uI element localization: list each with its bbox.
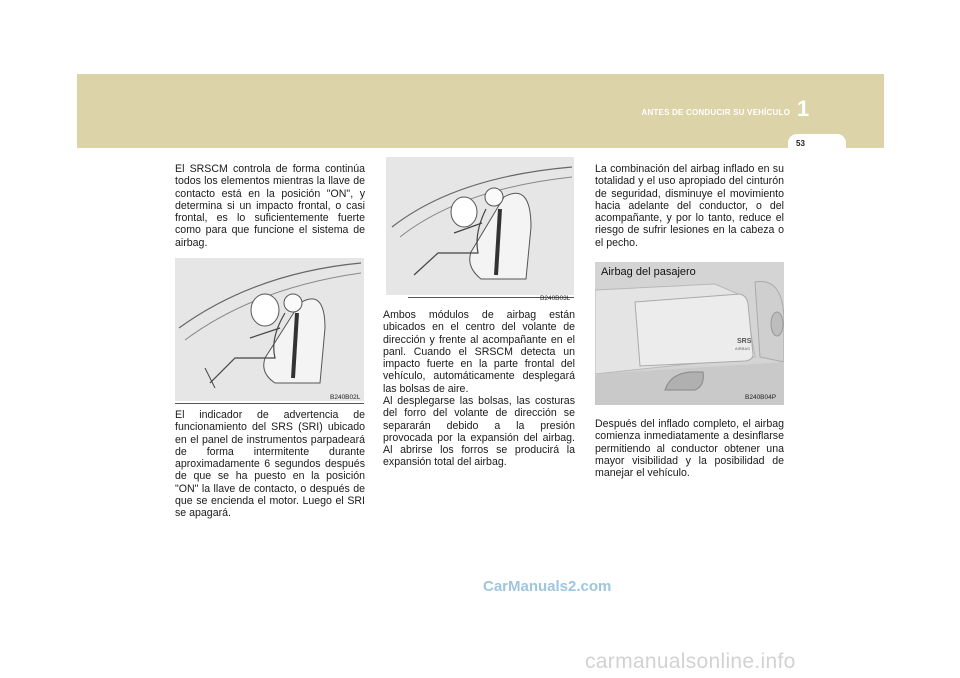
both-airbags-illustration xyxy=(386,157,574,295)
col1-paragraph-1: El SRSCM controla de forma continúa todos los elementos mientras la llave de contacto está en la posición "ON", y determina si un impacto frontal, o casi frontal, es lo suficientemente fuerte como para que funcione el sistema de airbag. xyxy=(175,163,365,249)
driver-airbag-illustration xyxy=(175,258,364,401)
page-number: 53 xyxy=(796,139,805,148)
srs-label: SRS xyxy=(737,338,752,345)
figure-rule xyxy=(175,403,364,404)
col3-paragraph-1: La combinación del airbag inflado en su totalidad y el uso apropiado del cinturón de seguridad, disminuye el movimiento hacia adelante del conductor, o del acompañante, y por lo tanto, reduce el riesgo de sufrir lesiones en la cabeza o el pecho. xyxy=(595,163,784,249)
col3-paragraph-2: Después del inflado completo, el airbag comienza inmediatamente a desinflarse permitiendo al conductor obtener una mayor visibilidad y la posibilidad de manejar el vehículo. xyxy=(595,418,784,480)
figure-code: B240B02L xyxy=(330,394,361,401)
figure-passenger-airbag xyxy=(595,262,784,405)
figure-label: Airbag del pasajero xyxy=(601,266,696,278)
site-watermark: CarManuals2.com xyxy=(483,578,612,595)
footer-watermark: carmanualsonline.info xyxy=(585,650,796,673)
figure-code: B240B03L xyxy=(540,295,571,302)
figure-both-airbags xyxy=(386,157,574,295)
srs-sub-label: AIRBAG xyxy=(735,346,751,351)
figure-code: B240B04P xyxy=(745,394,777,401)
figure-driver-airbag xyxy=(175,258,364,401)
passenger-airbag-illustration xyxy=(595,262,784,405)
col2-paragraph-2: Al desplegarse las bolsas, las costuras del forro del volante de dirección se separarán debido a la presión provocada por la expansión del airbag. Al abrirse los forros se producirá la expansión total del airbag. xyxy=(383,395,575,469)
col2-paragraph-1: Ambos módulos de airbag están ubicados en el centro del volante de dirección y frente al acompañante en el panl. Cuando el SRSCM detecta un impacto fuerte en la parte frontal del vehículo, automáticamente desplegará las bolsas de aire. xyxy=(383,309,575,395)
col1-paragraph-2: El indicador de advertencia de funcionamiento del SRS (SRI) ubicado en el panel de instrumentos parpadeará de forma intermitente durante aproximadamente 6 segundos después de que se ha puesto en la posición "ON" la llave de contacto, o después de que se encienda el motor. Luego el SRI se apagará. xyxy=(175,409,365,520)
chapter-number: 1 xyxy=(797,96,810,121)
section-title: ANTES DE CONDUCIR SU VEHÍCULO xyxy=(641,108,790,117)
